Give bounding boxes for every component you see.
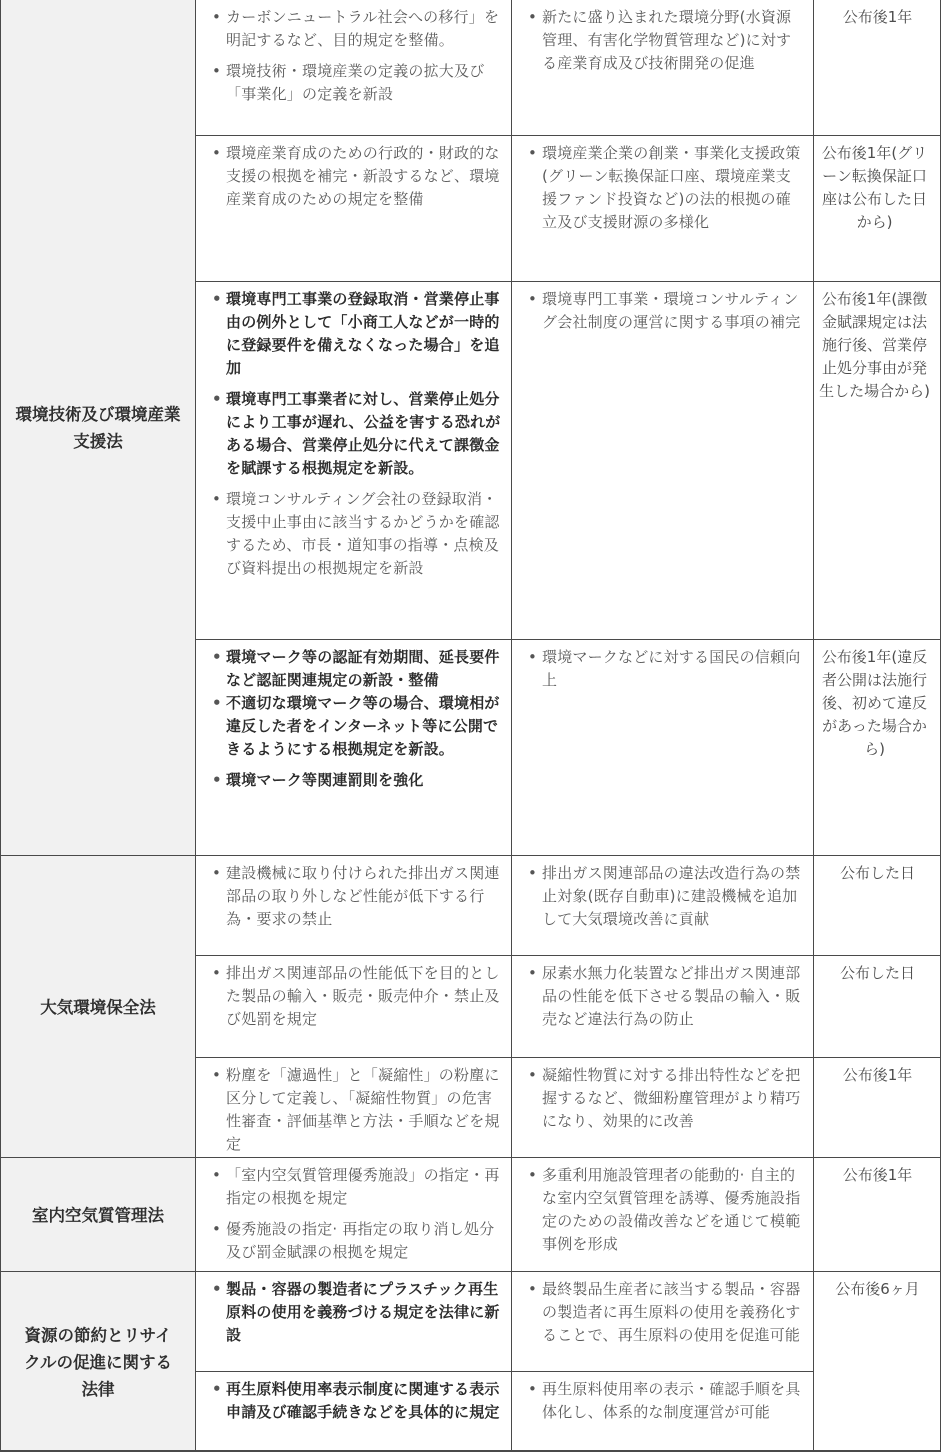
provision-item: • 不適切な環境マーク等の場合、環境相が違反した者をインターネット等に公開できるようにする根拠規定を新設。 <box>212 692 502 761</box>
effects-cell <box>528 1164 804 1264</box>
law-name: 大気環境保全法 <box>40 997 156 1017</box>
provision-item: • 環境産業育成のための行政的・財政的な支援の根拠を補完・新設するなど、環境産業育成のための規定を整備 <box>212 142 502 211</box>
provision-item: • 環境専門工事業者に対し、営業停止処分により工事が遅れ、公益を害する恐れがある場合、営業停止処分に代えて課徴金を賦課する根拠規定を新設。 <box>212 388 502 480</box>
effective-date: 公布後1年(課徴金賦課規定は法施行後、営業停止処分事由が発生した場合から) <box>819 290 930 400</box>
grid-line <box>0 1157 941 1158</box>
effect-item: • 環境マークなどに対する国民の信頼向上 <box>528 646 804 692</box>
effective-date: 公布した日 <box>839 964 915 982</box>
law-name: 資源の節約とリサイクルの促進に関する法律 <box>23 1325 172 1399</box>
effect-item: • 再生原料使用率の表示・確認手順を具体化し、体系的な制度運営が可能 <box>528 1378 804 1424</box>
effect-item: • 凝縮性物質に対する排出特性などを把握するなど、微細粉塵管理がより精巧になり、効果的に改善 <box>528 1064 804 1133</box>
effect-item: • 新たに盛り込まれた環境分野(水資源管理、有害化学物質管理など)に対する産業育成及び技術開発の促進 <box>528 6 804 75</box>
effective-date: 公布後1年 <box>842 8 913 26</box>
grid-line <box>0 1271 941 1272</box>
law-name-cell <box>0 856 196 1158</box>
grid-line <box>195 1371 813 1372</box>
provisions-cell <box>212 288 502 588</box>
grid-line <box>195 0 196 1452</box>
provisions-cell <box>212 1064 502 1164</box>
effects-cell <box>528 6 804 83</box>
effects-cell <box>528 1378 804 1424</box>
provision-item: • 製品・容器の製造者にプラスチック再生原料の使用を義務づける規定を法律に新設 <box>212 1278 502 1347</box>
effect-item: • 排出ガス関連部品の違法改造行為の禁止対象(既存自動車)に建設機械を追加して大気環境改善に貢献 <box>528 862 804 931</box>
provision-item: • 環境マーク等の認証有効期間、延長要件など認証関連規定の新設・整備 <box>212 646 502 692</box>
grid-line <box>511 0 512 1452</box>
provision-item: • 環境専門工事業の登録取消・営業停止事由の例外として「小商工人などが一時的に登録要件を備えなくなった場合」を追加 <box>212 288 502 380</box>
grid-line <box>195 135 941 136</box>
provision-item: • カーボンニュートラル社会への移行」を明記するなど、目的規定を整備。 <box>212 6 502 52</box>
effects-cell <box>528 288 804 342</box>
effect-item: • 尿素水無力化装置など排出ガス関連部品の性能を低下させる製品の輸入・販売など違法行為の防止 <box>528 962 804 1031</box>
provisions-cell <box>212 1278 502 1355</box>
provisions-cell <box>212 646 502 800</box>
provision-item: • 環境マーク等関連罰則を強化 <box>212 769 502 792</box>
grid-line <box>195 639 941 640</box>
law-name-cell <box>0 1158 196 1272</box>
effects-cell <box>528 862 804 939</box>
provision-item: • 再生原料使用率表示制度に関連する表示申請及び確認手続きなどを具体的に規定 <box>212 1378 502 1424</box>
effect-item: • 環境産業企業の創業・事業化支援政策(グリーン転換保証口座、環境産業支援ファンド投資など)の法的根拠の確立及び支援財源の多様化 <box>528 142 804 234</box>
provisions-cell <box>212 962 502 1039</box>
effective-date: 公布後1年 <box>842 1066 913 1084</box>
provision-item: • 粉塵を「濾過性」と「凝縮性」の粉塵に区分して定義し、「凝縮性物質」の危害性審査・評価基準と方法・手順などを規定 <box>212 1064 502 1156</box>
grid-line <box>0 855 941 856</box>
provision-item: • 建設機械に取り付けられた排出ガス関連部品の取り外しなど性能が低下する行為・要求の禁止 <box>212 862 502 931</box>
effective-date: 公布後6ヶ月 <box>835 1280 920 1298</box>
provisions-cell <box>212 1378 502 1424</box>
effects-cell <box>528 962 804 1039</box>
law-name-cell <box>0 1272 196 1452</box>
effects-cell <box>528 142 804 242</box>
effective-date: 公布後1年(違反者公開は法施行後、初めて違反があった場合から) <box>821 648 928 758</box>
provision-item: • 環境技術・環境産業の定義の拡大及び「事業化」の定義を新設 <box>212 60 502 106</box>
provision-item: • 優秀施設の指定· 再指定の取り消し処分及び罰金賦課の根拠を規定 <box>212 1218 502 1264</box>
effect-item: • 環境専門工事業・環境コンサルティング会社制度の運営に関する事項の補完 <box>528 288 804 334</box>
effective-date: 公布後1年 <box>842 1166 913 1184</box>
law-name: 室内空気質管理法 <box>32 1205 164 1225</box>
provisions-cell <box>212 142 502 219</box>
effect-item: • 多重利用施設管理者の能動的· 自主的な室内空気質管理を誘導、優秀施設指定のための設備改善などを通じて模範事例を形成 <box>528 1164 804 1256</box>
effects-cell <box>528 646 804 700</box>
effect-item: • 最終製品生産者に該当する製品・容器の製造者に再生原料の使用を義務化することで、再生原料の使用を促進可能 <box>528 1278 804 1347</box>
effects-cell <box>528 1278 804 1355</box>
grid-line <box>195 955 941 956</box>
effective-date: 公布した日 <box>839 864 915 882</box>
provisions-cell <box>212 6 502 114</box>
provision-item: • 「室内空気質管理優秀施設」の指定・再指定の根拠を規定 <box>212 1164 502 1210</box>
effects-cell <box>528 1064 804 1141</box>
grid-line <box>195 281 941 282</box>
law-name: 環境技術及び環境産業支援法 <box>15 405 181 451</box>
effective-date: 公布後1年(グリーン転換保証口座は公布した日から) <box>821 144 928 231</box>
grid-line <box>0 0 1 1452</box>
provisions-cell <box>212 862 502 939</box>
law-name-cell <box>0 0 196 856</box>
grid-line <box>813 0 814 1452</box>
grid-line <box>195 1057 941 1058</box>
provisions-cell <box>212 1164 502 1272</box>
provision-item: • 環境コンサルティング会社の登録取消・支援中止事由に該当するかどうかを確認するため、市長・道知事の指導・点検及び資料提出の根拠規定を新設 <box>212 488 502 580</box>
provision-item: • 排出ガス関連部品の性能低下を目的とした製品の輸入・販売・販売仲介・禁止及び処罰を規定 <box>212 962 502 1031</box>
